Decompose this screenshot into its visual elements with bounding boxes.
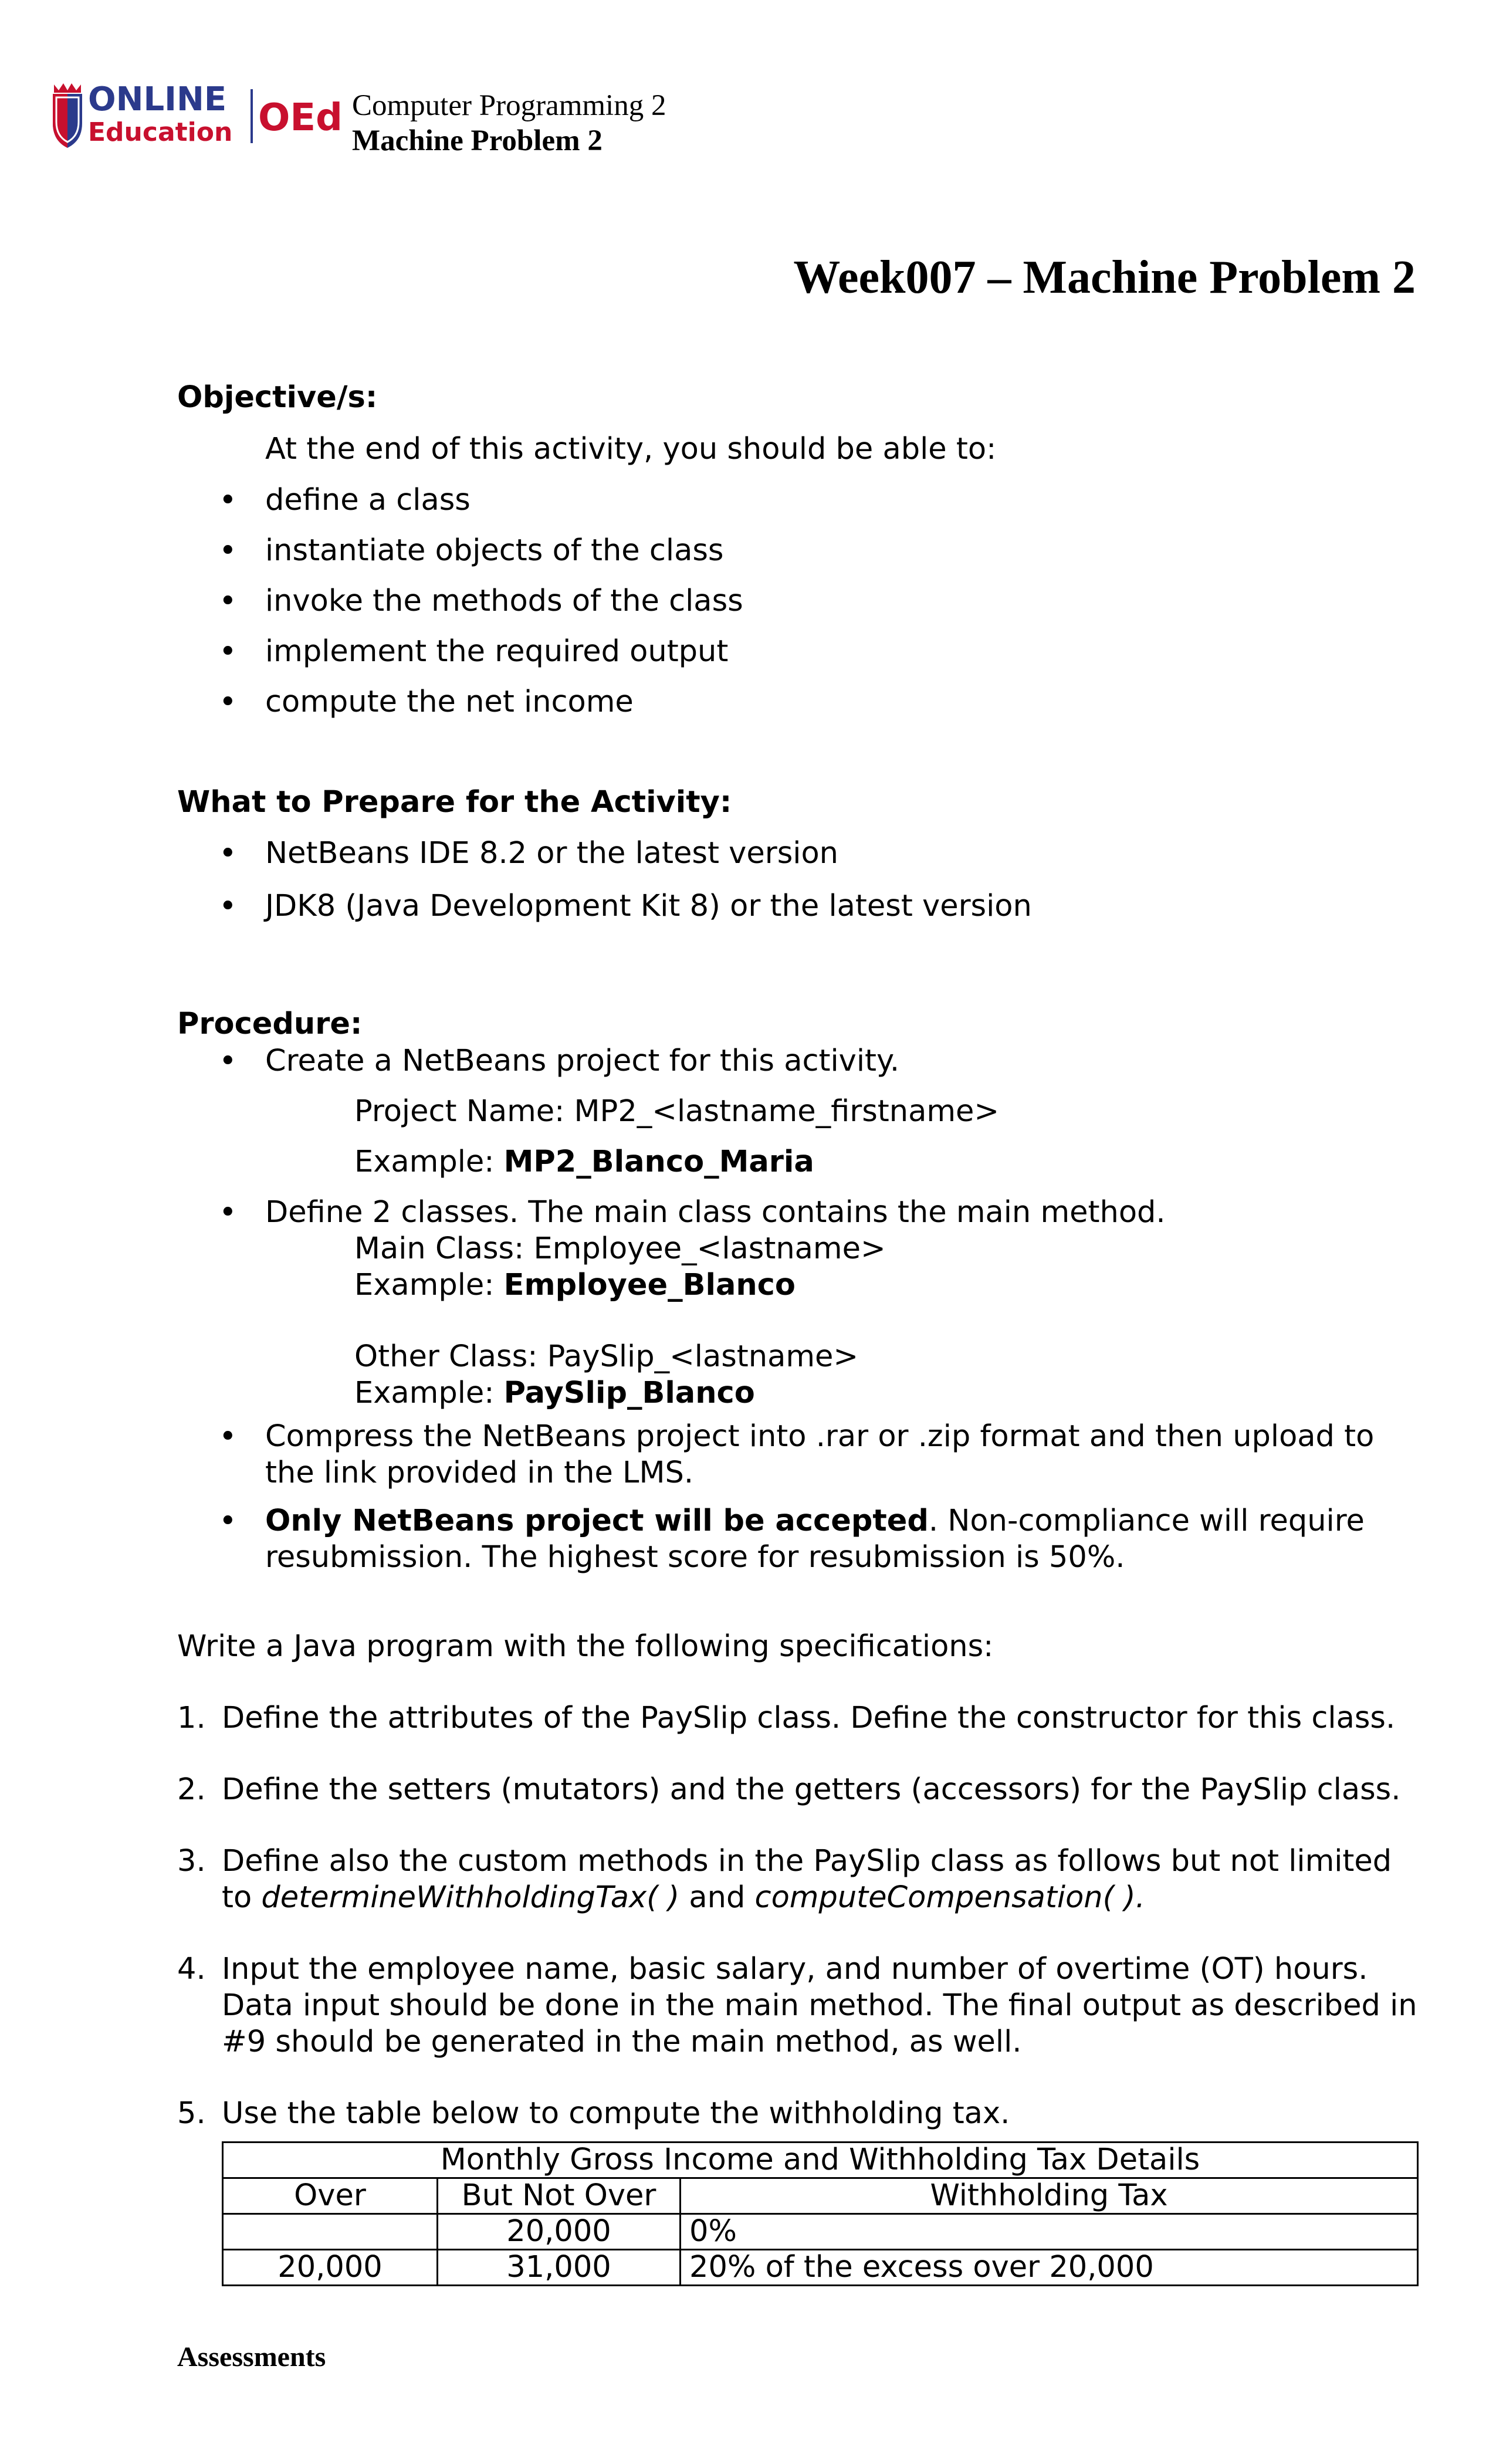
rest-text: . Non-compliance will require (928, 1504, 1365, 1538)
procedure-item-define: Define 2 classes. The main class contains the main method. (265, 1195, 1166, 1230)
procedure-item-compress-l2: the link provided in the LMS. (265, 1456, 694, 1490)
spec-number: 3. (177, 1844, 206, 1879)
spec-number: 5. (177, 2096, 206, 2131)
procedure-heading: Procedure: (177, 1007, 363, 1041)
objectives-intro: At the end of this activity, you should be able to: (265, 432, 997, 466)
logo-text-online: ONLINE (88, 80, 227, 119)
spec-3-to: to (222, 1880, 262, 1915)
bullet-icon: • (219, 483, 237, 518)
spec-1: Define the attributes of the PaySlip class. Define the constructor for this class. (222, 1701, 1396, 1735)
method-determine-withholding-tax: determineWithholdingTax( ) (261, 1880, 680, 1915)
bullet-icon: • (219, 685, 237, 720)
table-caption: Monthly Gross Income and Withholding Tax Details (223, 2143, 1418, 2178)
procedure-item-resubmission: resubmission. The highest score for resubmission is 50%. (265, 1540, 1125, 1575)
spec-5: Use the table below to compute the withholding tax. (222, 2096, 1010, 2131)
table-cell: 20,000 (438, 2214, 681, 2250)
objective-item: define a class (265, 483, 471, 517)
spec-4-line-1: Input the employee name, basic salary, and number of overtime (OT) hours. (222, 1952, 1368, 1986)
logo-text-education: Education (88, 117, 233, 147)
method-compute-compensation: computeCompensation( ). (754, 1880, 1145, 1915)
spec-number: 2. (177, 1772, 206, 1807)
spec-number: 1. (177, 1701, 206, 1735)
crest-icon (53, 83, 82, 148)
table-cell (223, 2214, 438, 2250)
example-value: PaySlip_Blanco (503, 1376, 755, 1410)
example-value: MP2_Blanco_Maria (503, 1145, 814, 1179)
course-name: Computer Programming 2 (352, 89, 666, 122)
objective-item: instantiate objects of the class (265, 533, 724, 568)
project-name-line: Project Name: MP2_<lastname_firstname> (354, 1094, 1000, 1129)
table-cell: 20% of the excess over 20,000 (681, 2250, 1418, 2286)
objective-item: invoke the methods of the class (265, 584, 743, 618)
bullet-icon: • (219, 1419, 237, 1454)
prepare-heading: What to Prepare for the Activity: (177, 785, 732, 820)
spec-number: 4. (177, 1952, 206, 1986)
table-caption-row (223, 2143, 1418, 2178)
withholding-tax-table (222, 2141, 1419, 2286)
example-label: Example: (354, 1268, 504, 1302)
main-class-line: Main Class: Employee_<lastname> (354, 1231, 886, 1266)
document-title: Week007 – Machine Problem 2 (793, 252, 1416, 303)
bullet-icon: • (219, 533, 237, 568)
example-line-2 (354, 1267, 796, 1304)
example-value: Employee_Blanco (503, 1268, 796, 1302)
example-label: Example: (354, 1376, 504, 1410)
table-row (223, 2214, 1418, 2250)
bullet-icon: • (219, 634, 237, 669)
example-line-1 (354, 1144, 814, 1180)
bullet-icon: • (219, 836, 237, 871)
spec-3-line-2 (222, 1880, 1145, 1916)
assessments-heading: Assessments (177, 2341, 326, 2372)
logo-text-oed: OEd (258, 96, 343, 140)
table-cell: 31,000 (438, 2250, 681, 2286)
table-cell: 0% (681, 2214, 1418, 2250)
table-cell: 20,000 (223, 2250, 438, 2286)
procedure-item-compress-l1: Compress the NetBeans project into .rar or .zip format and then upload to (265, 1419, 1375, 1454)
objectives-heading: Objective/s: (177, 380, 378, 415)
objective-item: compute the net income (265, 685, 634, 719)
spec-3-and: and (679, 1880, 755, 1915)
table-row (223, 2250, 1418, 2286)
specs-intro: Write a Java program with the following specifications: (177, 1629, 994, 1664)
other-class-line: Other Class: PaySlip_<lastname> (354, 1339, 859, 1374)
spec-2: Define the setters (mutators) and the getters (accessors) for the PaySlip class. (222, 1772, 1401, 1807)
bullet-icon: • (219, 889, 237, 924)
header-subtitle: Machine Problem 2 (352, 124, 603, 157)
emphasis-text: Only NetBeans project will be accepted (265, 1504, 929, 1538)
procedure-item-only-netbeans (265, 1503, 1365, 1539)
spec-3-line-1: Define also the custom methods in the PaySlip class as follows but not limited (222, 1844, 1392, 1879)
table-header-row (223, 2178, 1418, 2214)
procedure-item-create: Create a NetBeans project for this activity. (265, 1044, 900, 1078)
bullet-icon: • (219, 584, 237, 619)
example-label: Example: (354, 1145, 504, 1179)
bullet-icon: • (219, 1504, 237, 1539)
example-line-3 (354, 1375, 755, 1412)
spec-4-line-2: Data input should be done in the main method. The final output as described in (222, 1988, 1417, 2023)
objective-item: implement the required output (265, 634, 729, 669)
prepare-item: JDK8 (Java Development Kit 8) or the latest version (265, 889, 1032, 923)
spec-4-line-3: #9 should be generated in the main method, as well. (222, 2025, 1022, 2059)
column-header-but-not-over: But Not Over (438, 2178, 681, 2214)
online-education-logo (48, 76, 353, 153)
column-header-withholding-tax: Withholding Tax (681, 2178, 1418, 2214)
prepare-item: NetBeans IDE 8.2 or the latest version (265, 836, 838, 871)
bullet-icon: • (219, 1195, 237, 1230)
bullet-icon: • (219, 1044, 237, 1079)
column-header-over: Over (223, 2178, 438, 2214)
